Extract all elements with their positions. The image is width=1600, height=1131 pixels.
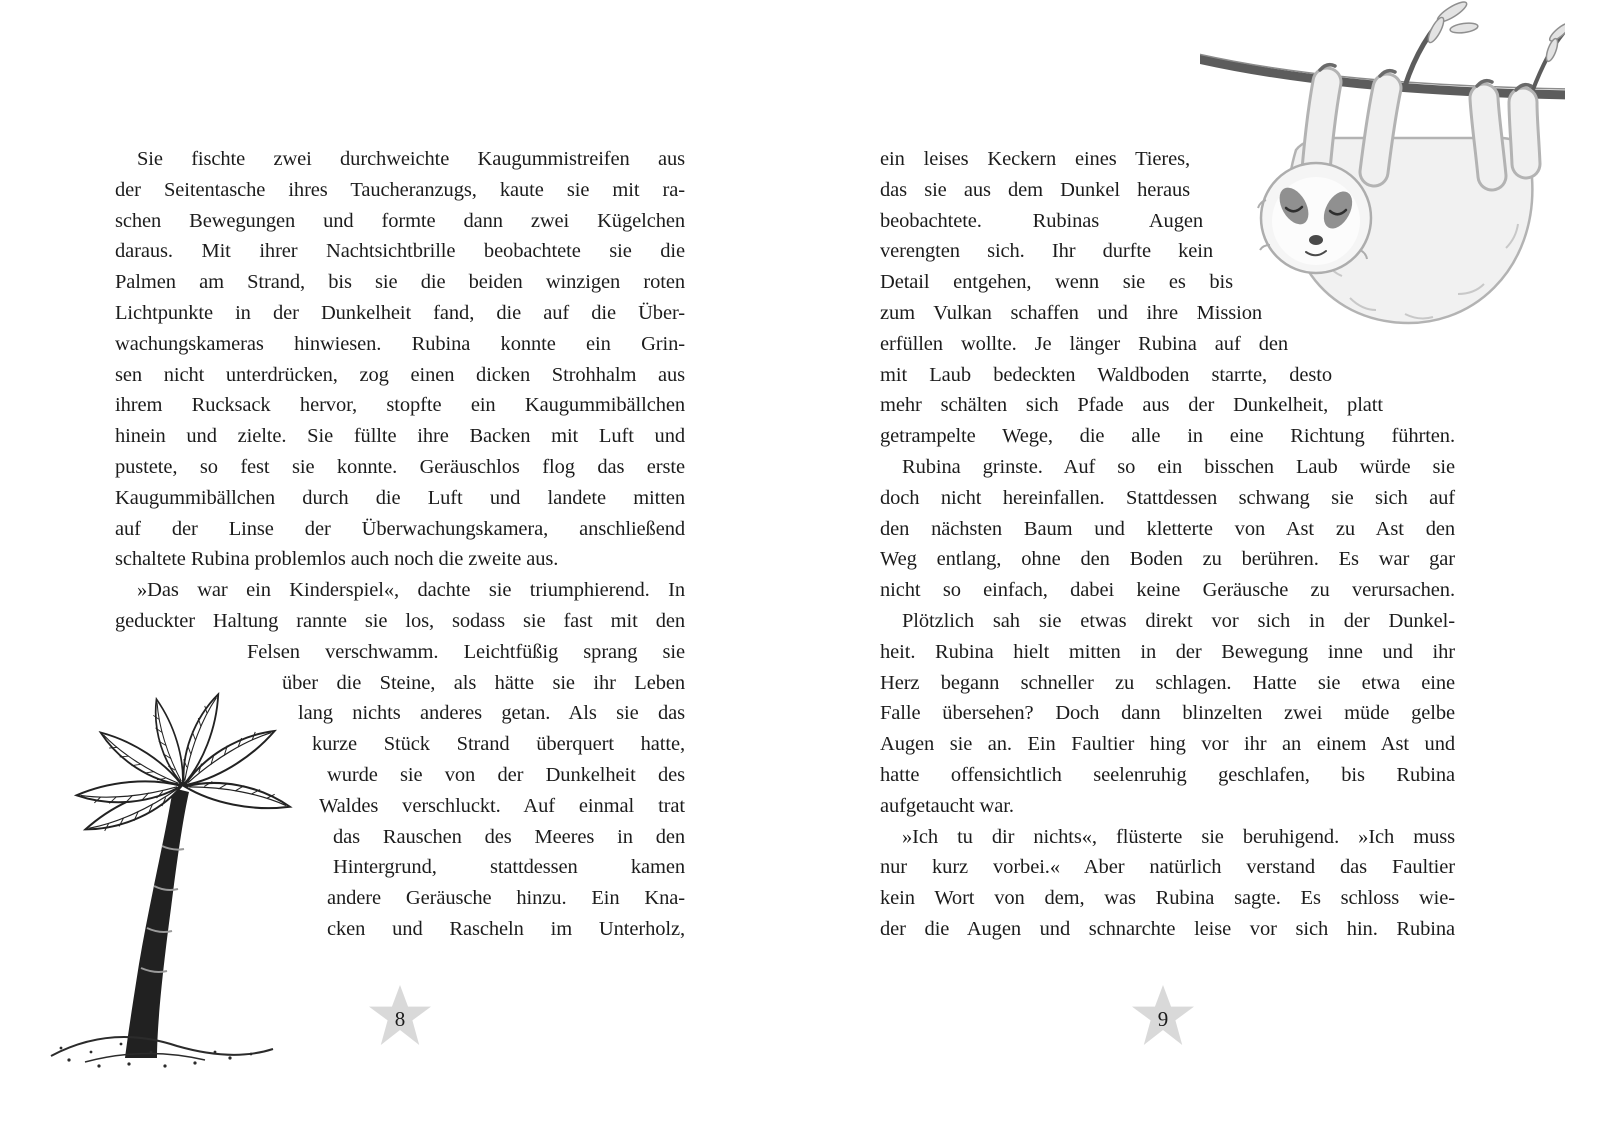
text-line: schaltete Rubina problemlos auch noch die zweite aus. [115, 548, 559, 571]
text-line: pustete, so fest sie konnte. Geräuschlos flog das erste [115, 455, 685, 478]
text-line: den nächsten Baum und kletterte von Ast zu Ast den [880, 517, 1455, 540]
text-line: Falle übersehen? Doch dann blinzelten zwei müde gelbe [880, 702, 1455, 725]
text-line: zum Vulkan schaffen und ihre Mission [880, 301, 1262, 324]
text-line: Waldes verschluckt. Auf einmal trat [319, 794, 685, 817]
text-line: »Ich tu dir nichts«, flüsterte sie beruhigend. »Ich muss [902, 825, 1455, 848]
text-line: Felsen verschwamm. Leichtfüßig sprang sie [247, 640, 685, 663]
page-number: 8 [394, 1007, 406, 1031]
paragraph [880, 144, 1455, 452]
page-number: 9 [1157, 1007, 1169, 1031]
text-line: nicht so einfach, dabei keine Geräusche zu verursachen. [880, 579, 1455, 602]
text-line: beobachtete. Rubinas Augen [880, 209, 1203, 232]
text-line: Hintergrund, stattdessen kamen [333, 856, 685, 879]
page-number-left [369, 985, 431, 1045]
text-line: über die Steine, als hätte sie ihr Leben [282, 671, 685, 694]
text-line: heit. Rubina hielt mitten in der Bewegung inne und ihr [880, 640, 1455, 663]
text-line: das Rauschen des Meeres in den [333, 825, 685, 848]
text-line: Weg entlang, ohne den Boden zu berühren. Es war gar [880, 548, 1455, 571]
text-line: »Das war ein Kinderspiel«, dachte sie triumphierend. In [137, 579, 685, 602]
text-line: kein Wort von dem, was Rubina sagte. Es schloss wie- [880, 887, 1455, 910]
text-line: kurze Stück Strand überquert hatte, [312, 733, 685, 756]
text-line: hatte offensichtlich seelenruhig geschlafen, bis Rubina [880, 763, 1455, 786]
text-line: der die Augen und schnarchte leise vor sich hin. Rubina [880, 917, 1455, 940]
text-line: nur kurz vorbei.« Aber natürlich verstand das Faultier [880, 856, 1455, 879]
text-line: wurde sie von der Dunkelheit des [327, 763, 685, 786]
left-page-text-column [115, 144, 685, 945]
paragraph [880, 452, 1455, 606]
text-line: andere Geräusche hinzu. Ein Kna- [327, 887, 685, 910]
text-line: sen nicht unterdrücken, zog einen dicken Strohhalm aus [115, 363, 685, 386]
paragraph [880, 822, 1455, 945]
text-line: verengten sich. Ihr durfte kein [880, 240, 1213, 263]
text-line: lang nichts anderes getan. Als sie das [298, 702, 685, 725]
page-number-right [1132, 985, 1194, 1045]
text-line: Plötzlich sah sie etwas direkt vor sich in der Dunkel- [902, 609, 1455, 632]
paragraph [880, 606, 1455, 822]
text-line: cken und Rascheln im Unterholz, [327, 917, 685, 940]
paragraph [115, 575, 685, 945]
text-line: Palmen am Strand, bis sie die beiden winzigen roten [115, 271, 685, 294]
text-line: Herz begann schneller zu schlagen. Hatte sie etwa eine [880, 671, 1455, 694]
text-line: wachungskameras hinwiesen. Rubina konnte ein Grin- [115, 332, 685, 355]
text-line: ihrem Rucksack hervor, stopfte ein Kaugummibällchen [115, 394, 685, 417]
text-line: Augen sie an. Ein Faultier hing vor ihr an einem Ast und [880, 733, 1455, 756]
text-line: der Seitentasche ihres Taucheranzugs, kaute sie mit ra- [115, 178, 685, 201]
text-line: mehr schälten sich Pfade aus der Dunkelheit, platt [880, 394, 1383, 417]
text-line: erfüllen wollte. Je länger Rubina auf den [880, 332, 1288, 355]
text-line: Sie fischte zwei durchweichte Kaugummistreifen aus [137, 148, 685, 170]
text-line: das sie aus dem Dunkel heraus [880, 178, 1190, 201]
text-line: geduckter Haltung rannte sie los, sodass sie fast mit den [115, 609, 685, 632]
text-line: doch nicht hereinfallen. Stattdessen schwang sie sich auf [880, 486, 1455, 509]
text-line: Rubina grinste. Auf so ein bisschen Laub würde sie [902, 455, 1455, 478]
twig-leaves [1425, 0, 1478, 44]
text-line: aufgetaucht war. [880, 794, 1014, 817]
text-line: Detail entgehen, wenn sie es bis [880, 271, 1233, 294]
text-line: auf der Linse der Überwachungskamera, anschließend [115, 517, 685, 540]
text-line: mit Laub bedeckten Waldboden starrte, desto [880, 363, 1332, 386]
text-line: hinein und zielte. Sie füllte ihre Backen mit Luft und [115, 425, 685, 448]
text-line: Kaugummibällchen durch die Luft und landete mitten [115, 486, 685, 509]
text-line: getrampelte Wege, die alle in eine Richtung führten. [880, 425, 1455, 448]
text-line: Lichtpunkte in der Dunkelheit fand, die auf die Über- [115, 301, 685, 324]
text-line: ein leises Keckern eines Tieres, [880, 148, 1190, 170]
text-line: daraus. Mit ihrer Nachtsichtbrille beobachtete sie die [115, 240, 685, 263]
text-line: schen Bewegungen und formte dann zwei Kügelchen [115, 209, 685, 232]
right-page-text-column [880, 144, 1455, 945]
paragraph [115, 144, 685, 575]
